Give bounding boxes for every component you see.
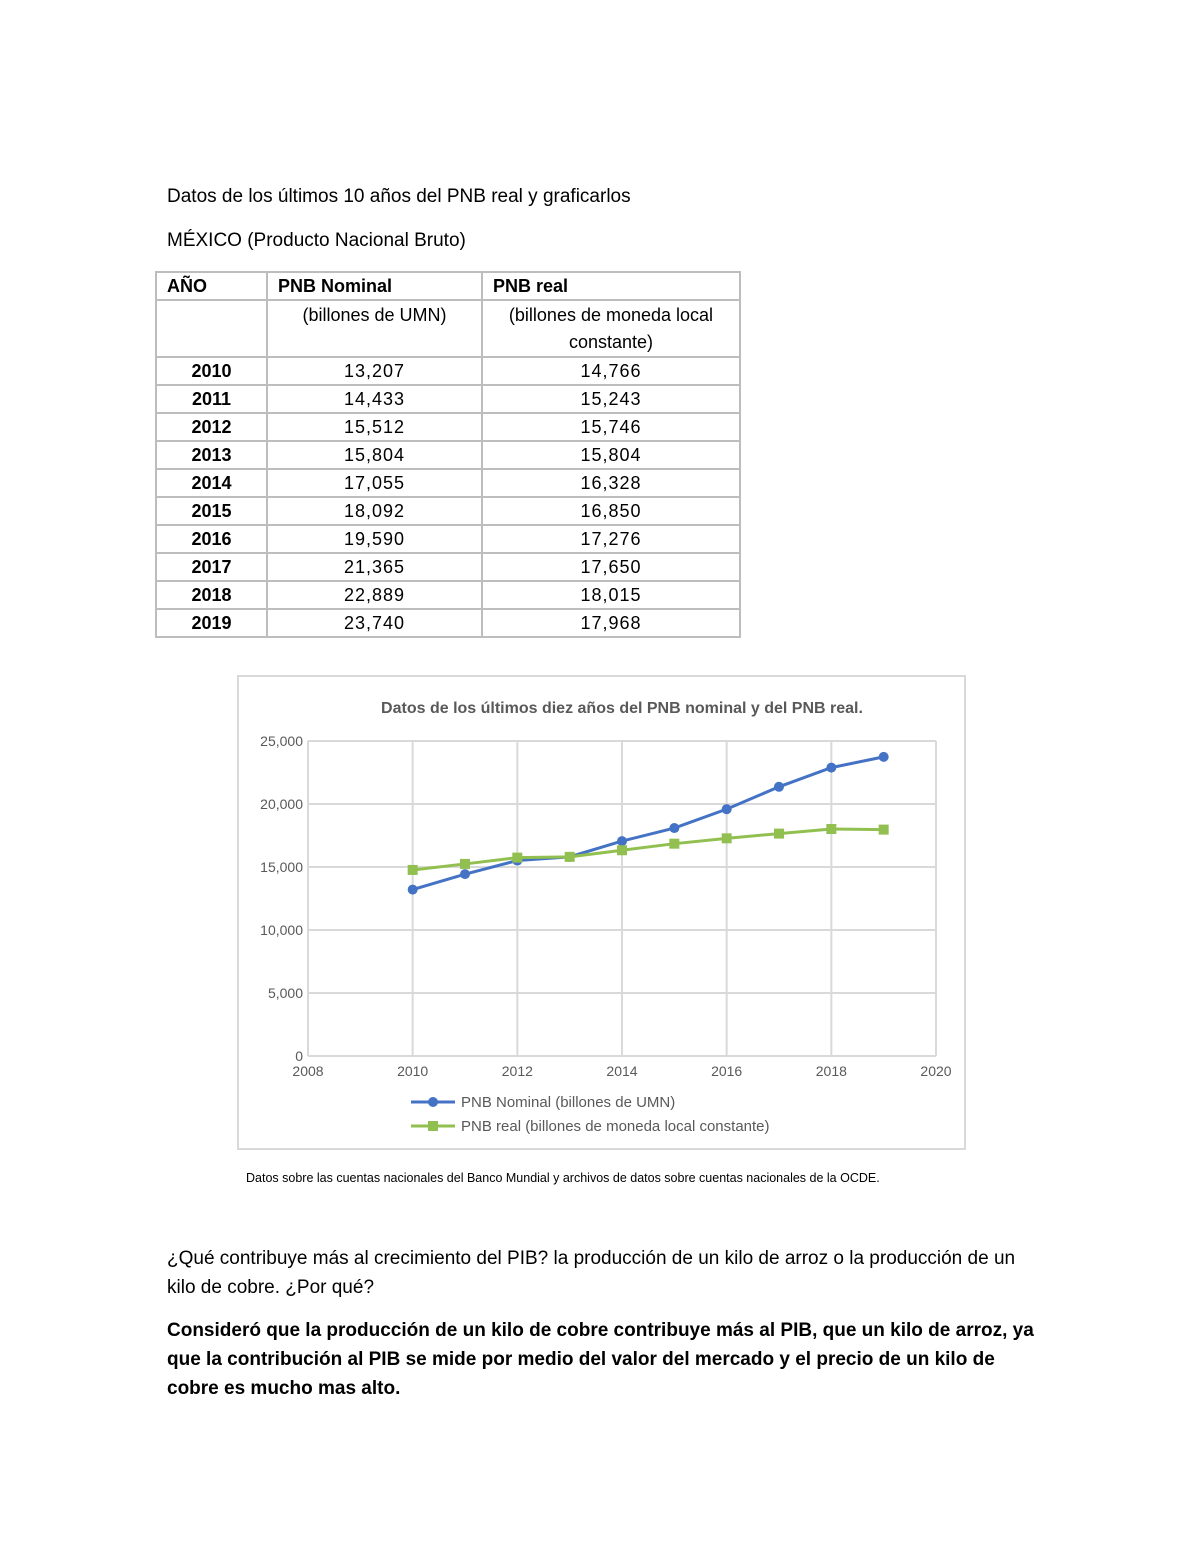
series-line-nominal: [413, 757, 884, 890]
table-row: [156, 497, 740, 525]
y-tick-label: 5,000: [267, 985, 303, 1001]
header-real: PNB real: [482, 272, 740, 300]
cell-real: 15,746: [482, 413, 740, 441]
table-row: [156, 357, 740, 385]
data-point-nominal: [826, 763, 836, 773]
table-units-row: [156, 300, 740, 357]
header-year: AÑO: [156, 272, 267, 300]
y-tick-label: 25,000: [260, 733, 303, 749]
legend-label: PNB Nominal (billones de UMN): [461, 1094, 676, 1111]
table-row: [156, 441, 740, 469]
cell-real: 14,766: [482, 357, 740, 385]
cell-nominal: 22,889: [267, 581, 482, 609]
data-point-real: [408, 865, 418, 875]
cell-year: 2019: [156, 609, 267, 637]
data-point-nominal: [408, 885, 418, 895]
cell-nominal: 13,207: [267, 357, 482, 385]
cell-real: 17,276: [482, 525, 740, 553]
data-point-nominal: [774, 782, 784, 792]
table-row: [156, 553, 740, 581]
x-tick-label: 2014: [606, 1063, 638, 1079]
units-nominal: (billones de UMN): [267, 300, 482, 357]
cell-real: 15,804: [482, 441, 740, 469]
table-row: [156, 581, 740, 609]
answer-text: Consideró que la producción de un kilo de cobre contribuye más al PIB, que un kilo de arroz, ya que la contribución al PIB se mide por medio del valor del mercado y el precio de un kilo de cobre es mucho mas alto.: [167, 1320, 1034, 1399]
table-row: [156, 413, 740, 441]
data-point-real: [565, 852, 575, 862]
x-tick-label: 2008: [292, 1063, 324, 1079]
cell-nominal: 19,590: [267, 525, 482, 553]
cell-nominal: 21,365: [267, 553, 482, 581]
x-tick-label: 2020: [920, 1063, 952, 1079]
x-tick-label: 2012: [501, 1063, 533, 1079]
data-point-nominal: [617, 836, 627, 846]
chart-frame: [237, 675, 966, 1150]
cell-real: 15,243: [482, 385, 740, 413]
chart-title: Datos de los últimos diez años del PNB nominal y del PNB real.: [381, 700, 863, 717]
data-point-nominal: [460, 869, 470, 879]
legend-marker-real: [428, 1121, 438, 1131]
cell-nominal: 17,055: [267, 469, 482, 497]
cell-nominal: 15,512: [267, 413, 482, 441]
question-text: ¿Qué contribuye más al crecimiento del PIB? la producción de un kilo de arroz o la producción de un kilo de cobre. ¿Por qué?: [167, 1248, 1016, 1298]
cell-year: 2015: [156, 497, 267, 525]
cell-year: 2011: [156, 385, 267, 413]
data-point-real: [617, 845, 627, 855]
cell-nominal: 23,740: [267, 609, 482, 637]
data-point-real: [826, 824, 836, 834]
data-point-real: [774, 829, 784, 839]
y-tick-label: 15,000: [260, 859, 303, 875]
cell-year: 2016: [156, 525, 267, 553]
legend-label: PNB real (billones de moneda local constante): [461, 1118, 770, 1135]
country-subtitle: MÉXICO (Producto Nacional Bruto): [167, 230, 466, 251]
cell-year: 2018: [156, 581, 267, 609]
cell-nominal: 15,804: [267, 441, 482, 469]
table-row: [156, 385, 740, 413]
data-point-real: [722, 833, 732, 843]
header-nominal: PNB Nominal: [267, 272, 482, 300]
cell-real: 17,968: [482, 609, 740, 637]
cell-real: 16,850: [482, 497, 740, 525]
table-row: [156, 525, 740, 553]
cell-real: 18,015: [482, 581, 740, 609]
data-point-real: [460, 859, 470, 869]
cell-year: 2013: [156, 441, 267, 469]
cell-nominal: 14,433: [267, 385, 482, 413]
cell-year: 2017: [156, 553, 267, 581]
units-year: [156, 300, 267, 357]
cell-year: 2014: [156, 469, 267, 497]
table-header-row: [156, 272, 740, 300]
legend-marker-nominal: [428, 1097, 438, 1107]
cell-year: 2012: [156, 413, 267, 441]
data-point-real: [512, 853, 522, 863]
y-tick-label: 20,000: [260, 796, 303, 812]
y-tick-label: 10,000: [260, 922, 303, 938]
table-row: [156, 609, 740, 637]
data-point-real: [669, 839, 679, 849]
gdp-table: [155, 271, 741, 638]
data-point-nominal: [669, 823, 679, 833]
cell-real: 17,650: [482, 553, 740, 581]
data-point-nominal: [879, 752, 889, 762]
data-point-nominal: [722, 804, 732, 814]
x-tick-label: 2016: [711, 1063, 743, 1079]
table-row: [156, 469, 740, 497]
cell-nominal: 18,092: [267, 497, 482, 525]
units-real: (billones de moneda local constante): [482, 300, 740, 357]
gdp-line-chart: [239, 677, 964, 1148]
source-note: Datos sobre las cuentas nacionales del Banco Mundial y archivos de datos sobre cuentas nacionales de la OCDE.: [246, 1171, 880, 1185]
x-tick-label: 2018: [815, 1063, 847, 1079]
data-point-real: [879, 825, 889, 835]
x-tick-label: 2010: [397, 1063, 429, 1079]
intro-text: Datos de los últimos 10 años del PNB real y graficarlos: [167, 186, 631, 207]
cell-year: 2010: [156, 357, 267, 385]
cell-real: 16,328: [482, 469, 740, 497]
y-tick-label: 0: [295, 1048, 303, 1064]
